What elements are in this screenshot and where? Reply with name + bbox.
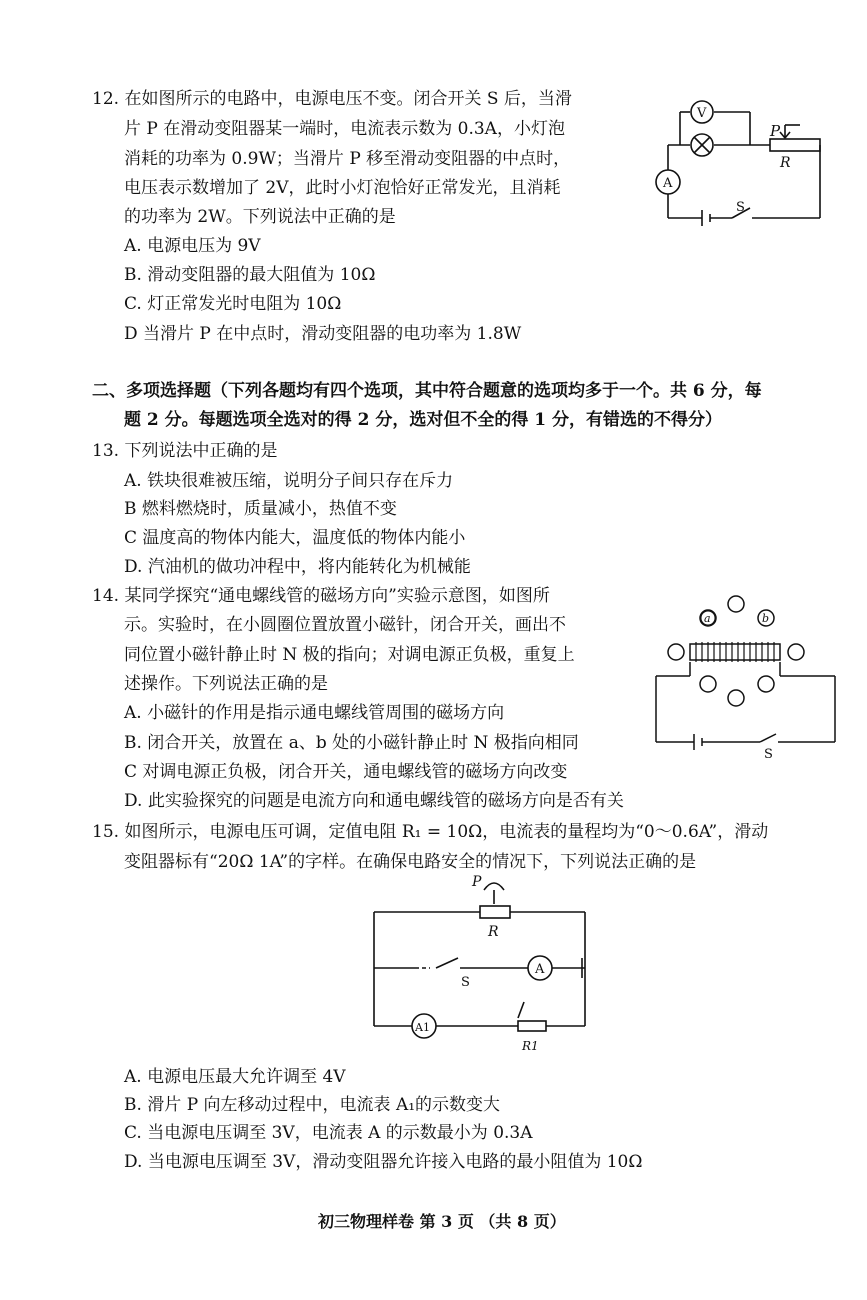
q14-option-c: C 对调电源正负极，闭合开关，通电螺线管的磁场方向改变: [124, 762, 568, 782]
q14-line-1: 14. 某同学探究“通电螺线管的磁场方向”实验示意图，如图所: [92, 586, 550, 606]
q12-option-a: A. 电源电压为 9V: [124, 236, 261, 256]
q15-rheostat-label: R: [488, 924, 499, 940]
q14-solenoid-diagram: [650, 590, 845, 765]
q14-line-3: 同位置小磁针静止时 N 极的指向；对调电源正负极，重复上: [124, 645, 575, 665]
section-2-heading-line-2: 题 2 分。每题选项全选对的得 2 分，选对但不全的得 1 分，有错选的不得分）: [124, 410, 722, 430]
q15-option-c: C. 当电源电压调至 3V，电流表 A 的示数最小为 0.3A: [124, 1123, 533, 1143]
q15-ammeter-a-label: A: [535, 962, 545, 977]
page-footer: 初三物理样卷 第 3 页 （共 8 页）: [318, 1212, 566, 1231]
q13-option-b: B 燃料燃烧时，质量减小，热值不变: [124, 499, 397, 519]
q15-circuit-diagram: [360, 870, 600, 1055]
q15-option-b: B. 滑片 P 向左移动过程中，电流表 A₁的示数变大: [124, 1095, 501, 1115]
q12-circuit-diagram: [650, 90, 830, 230]
q12-option-b: B. 滑动变阻器的最大阻值为 10Ω: [124, 265, 376, 285]
q12-line-3: 消耗的功率为 0.9W；当滑片 P 移至滑动变阻器的中点时，: [124, 149, 571, 169]
q15-option-d: D. 当电源电压调至 3V，滑动变阻器允许接入电路的最小阻值为 10Ω: [124, 1152, 643, 1172]
q14-label-b: b: [762, 612, 770, 625]
q15-option-a: A. 电源电压最大允许调至 4V: [124, 1067, 346, 1087]
q14-option-d: D. 此实验探究的问题是电流方向和通电螺线管的磁场方向是否有关: [124, 791, 624, 811]
q12-line-5: 的功率为 2W。下列说法中正确的是: [124, 207, 396, 227]
q12-line-1: 12. 在如图所示的电路中，电源电压不变。闭合开关 S 后，当滑: [92, 89, 572, 109]
q15-resistor-r1-label: R1: [522, 1039, 539, 1053]
q14-label-a: a: [704, 612, 711, 625]
q15-line-1: 15. 如图所示，电源电压可调，定值电阻 R₁ = 10Ω，电流表的量程均为“0～0.6A”，滑动: [92, 822, 769, 842]
q12-line-4: 电压表示数增加了 2V，此时小灯泡恰好正常发光，且消耗: [124, 178, 561, 198]
q15-switch-label: S: [461, 975, 470, 990]
q15-slider-label: P: [472, 874, 482, 890]
q14-line-2: 示。实验时，在小圆圈位置放置小磁针，闭合开关，画出不: [124, 615, 566, 635]
q12-option-d: D 当滑片 P 在中点时，滑动变阻器的电功率为 1.8W: [124, 324, 522, 344]
section-2-heading-line-1: 二、多项选择题（下列各题均有四个选项，其中符合题意的选项均多于一个。共 6 分，每: [92, 381, 762, 401]
q12-rheostat-label: R: [780, 155, 791, 171]
q14-line-4: 述操作。下列说法正确的是: [124, 674, 328, 694]
q14-option-b: B. 闭合开关，放置在 a、b 处的小磁针静止时 N 极指向相同: [124, 733, 579, 753]
q13-option-d: D. 汽油机的做功冲程中，将内能转化为机械能: [124, 557, 471, 577]
q13-option-a: A. 铁块很难被压缩，说明分子间只存在斥力: [124, 471, 454, 491]
q15-ammeter-a1-label: A1: [415, 1021, 430, 1034]
q14-option-a: A. 小磁针的作用是指示通电螺线管周围的磁场方向: [124, 703, 505, 723]
q13-stem: 13. 下列说法中正确的是: [92, 441, 278, 461]
q13-option-c: C 温度高的物体内能大，温度低的物体内能小: [124, 528, 466, 548]
q12-line-2: 片 P 在滑动变阻器某一端时，电流表示数为 0.3A，小灯泡: [124, 119, 565, 139]
q15-line-2: 变阻器标有“20Ω 1A”的字样。在确保电路安全的情况下，下列说法正确的是: [124, 852, 697, 872]
q12-switch-label: S: [736, 200, 745, 215]
q12-option-c: C. 灯正常发光时电阻为 10Ω: [124, 294, 342, 314]
q14-switch-label: S: [764, 747, 773, 762]
q12-slider-label: P: [770, 122, 781, 140]
q12-voltmeter-label: V: [697, 106, 707, 121]
q12-ammeter-label: A: [663, 176, 673, 191]
